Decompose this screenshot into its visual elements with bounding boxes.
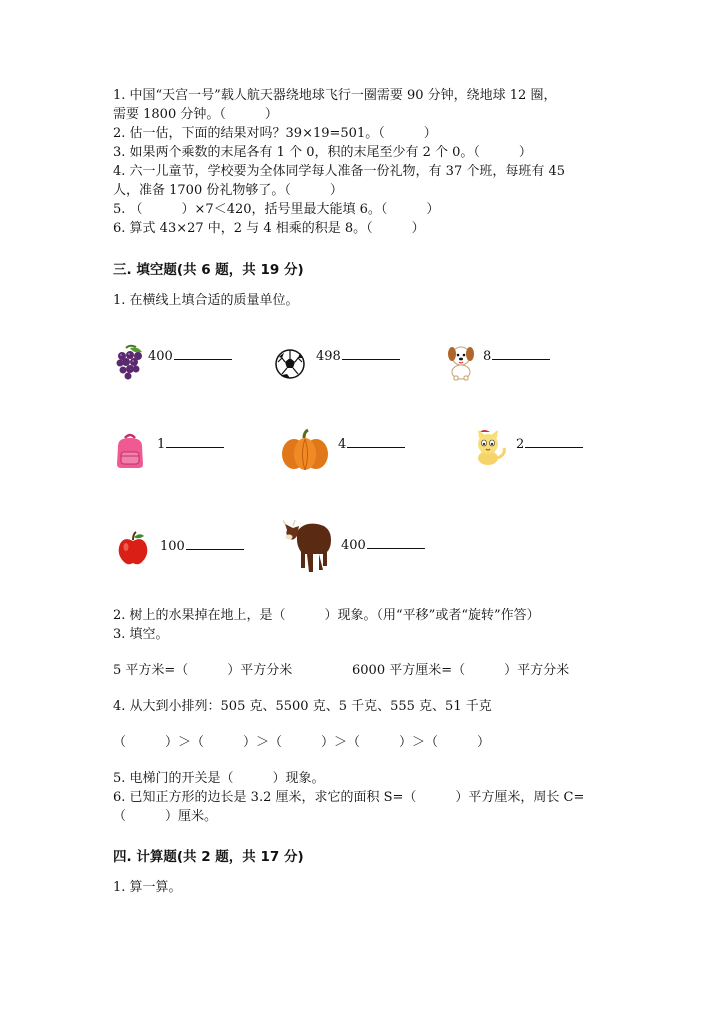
mass-value: 498: [316, 349, 341, 364]
answer-blank[interactable]: [174, 348, 232, 360]
answer-blank[interactable]: [186, 538, 244, 550]
answer-blank[interactable]: [367, 537, 425, 549]
fill-q3-part-a: 5 平方米=（ ）平方分米: [113, 663, 293, 678]
puppy-icon: [441, 342, 481, 382]
mass-value: 100: [160, 539, 185, 554]
mass-value: 2: [516, 437, 525, 452]
fill-q5: 5. 电梯门的开关是（ ）现象。: [113, 771, 325, 786]
section3-heading: 三. 填空题(共 6 题，共 19 分): [113, 262, 304, 278]
cow-icon: [283, 514, 335, 574]
fill-q4: 4. 从大到小排列：505 克、5500 克、5 千克、555 克、51 千克: [113, 699, 492, 714]
fill-q3: 3. 填空。: [113, 627, 169, 642]
fill-q1: 1. 在横线上填合适的质量单位。: [113, 293, 299, 308]
answer-blank[interactable]: [525, 436, 583, 448]
backpack-icon: [112, 430, 152, 470]
fill-q2: 2. 树上的水果掉在地上，是（ ）现象。（用“平移”或者“旋转”作答）: [113, 608, 540, 623]
judge-q5: 5. （ ）×7＜420，括号里最大能填 6。（ ）: [113, 202, 440, 217]
soccer-ball-icon: [274, 342, 314, 382]
mass-value: 400: [341, 538, 366, 553]
answer-blank[interactable]: [166, 436, 224, 448]
grapes-icon: [112, 342, 152, 382]
fill-q6-line1: 6. 已知正方形的边长是 3.2 厘米，求它的面积 S=（ ）平方厘米，周长 C=: [113, 790, 585, 805]
judge-q4-line2: 人，准备 1700 份礼物够了。（ ）: [113, 183, 343, 198]
judge-q4-line1: 4. 六一儿童节，学校要为全体同学每人准备一份礼物，有 37 个班，每班有 45: [113, 164, 566, 179]
pumpkin-icon: [280, 428, 330, 472]
mass-value: 1: [157, 437, 166, 452]
judge-q1-line1: 1. 中国“天宫一号”载人航天器绕地球飞行一圈需要 90 分钟，绕地球 12 圈，: [113, 88, 557, 103]
judge-q3: 3. 如果两个乘数的末尾各有 1 个 0，积的末尾至少有 2 个 0。（ ）: [113, 145, 532, 160]
judge-q2: 2. 估一估，下面的结果对吗？39×19=501。（ ）: [113, 126, 437, 141]
kitten-icon: [470, 428, 510, 468]
fill-q3-part-b: 6000 平方厘米=（ ）平方分米: [352, 663, 570, 678]
mass-value: 4: [338, 437, 347, 452]
judge-q6: 6. 算式 43×27 中，2 与 4 相乘的积是 8。（ ）: [113, 221, 425, 236]
fill-q4-blanks[interactable]: （ ）＞（ ）＞（ ）＞（ ）＞（ ）: [113, 735, 491, 750]
fill-q6-line2: （ ）厘米。: [113, 809, 218, 824]
apple-icon: [116, 530, 150, 566]
mass-value: 8: [483, 349, 492, 364]
calc-q1: 1. 算一算。: [113, 880, 182, 895]
mass-value: 400: [148, 349, 173, 364]
answer-blank[interactable]: [342, 348, 400, 360]
answer-blank[interactable]: [492, 348, 550, 360]
section4-heading: 四. 计算题(共 2 题，共 17 分): [113, 849, 304, 865]
answer-blank[interactable]: [347, 436, 405, 448]
judge-q1-line2: 需要 1800 分钟。（ ）: [113, 107, 278, 122]
